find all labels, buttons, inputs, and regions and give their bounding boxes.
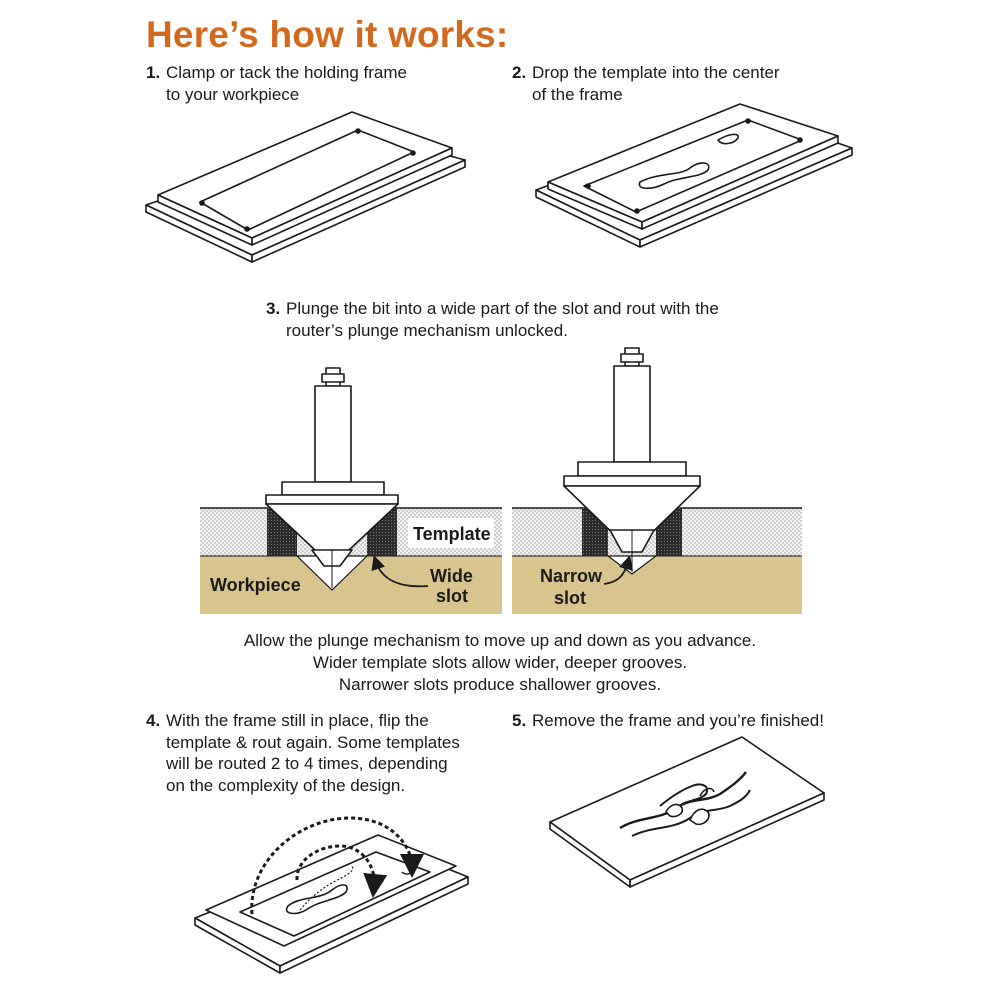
step-3-line-2: router’s plunge mechanism unlocked. [286, 320, 568, 340]
template-label: Template [413, 524, 491, 544]
flip-arrows-illustration [195, 818, 468, 973]
note-line-2: Wider template slots allow wider, deeper grooves. [312, 653, 688, 672]
note-line-3: Narrower slots produce shallower grooves. [338, 675, 662, 694]
narrow-slot-label-2: slot [554, 588, 587, 608]
step-1-number: 1. [146, 63, 161, 82]
step-4-number: 4. [146, 711, 161, 730]
step-4-line-2: template & rout again. Some templates [166, 732, 460, 752]
step-2-line-1: Drop the template into the center [532, 63, 780, 82]
finished-carving-illustration [550, 737, 824, 887]
step-2-line-2: of the frame [532, 84, 623, 104]
step-2-number: 2. [512, 63, 527, 82]
step-4-line-1: With the frame still in place, flip the [166, 711, 429, 730]
wide-slot-label-1: Wide [430, 566, 473, 586]
note-line-1: Allow the plunge mechanism to move up and down as you advance. [243, 631, 757, 650]
template-in-frame-illustration [536, 104, 852, 247]
step-4-line-3: will be routed 2 to 4 times, depending [166, 754, 448, 773]
step-3-line-1: Plunge the bit into a wide part of the slot and rout with the [286, 299, 719, 318]
step-3-number: 3. [266, 299, 281, 318]
step-5-line-1: Remove the frame and you’re finished! [532, 711, 824, 730]
frame-illustration [146, 112, 465, 262]
step-1-line-1: Clamp or tack the holding frame [166, 63, 407, 82]
workpiece-label: Workpiece [210, 575, 301, 595]
step-5-number: 5. [512, 711, 527, 730]
narrow-slot-label-1: Narrow [540, 566, 603, 586]
page-title: Here’s how it works: [146, 14, 509, 55]
wide-slot-label-2: slot [436, 586, 469, 606]
step-4-line-4: on the complexity of the design. [166, 775, 406, 795]
step-1-line-2: to your workpiece [166, 84, 300, 104]
router-bit-illustration [200, 348, 802, 614]
